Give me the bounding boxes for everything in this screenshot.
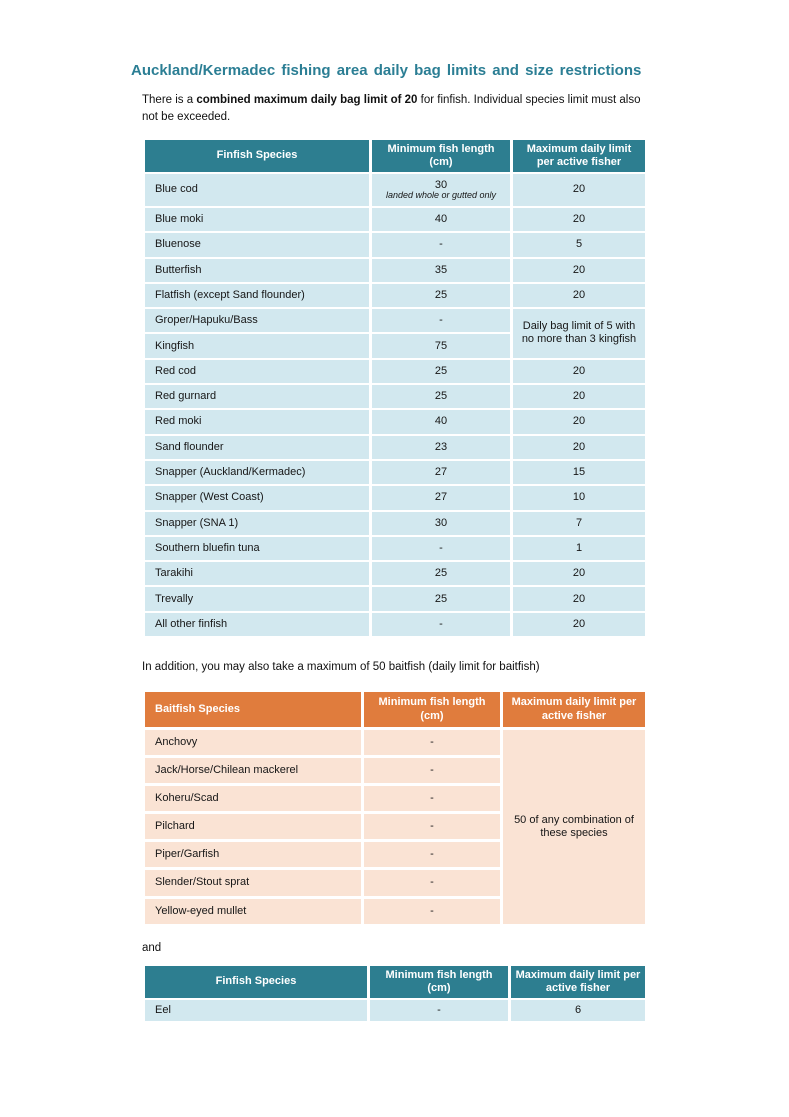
and-text: and: [142, 942, 162, 954]
min-length-cell: 25: [372, 587, 510, 610]
daily-limit-cell: 1: [513, 537, 645, 560]
page-title: Auckland/Kermadec fishing area daily bag limits and size restrictions: [131, 62, 642, 79]
eel-header-max-limit: Maximum daily limit per active fisher: [511, 966, 645, 998]
species-cell: Red gurnard: [145, 385, 369, 408]
daily-limit-cell: 20: [513, 284, 645, 307]
intro-suffix: for finfish. Individual species limit must also not be exceeded.: [142, 94, 641, 124]
min-length-cell: -: [364, 870, 500, 895]
species-cell: Kingfish: [145, 334, 369, 357]
daily-limit-cell: 15: [513, 461, 645, 484]
min-length-note: landed whole or gutted only: [385, 190, 497, 201]
min-length-cell: -: [364, 758, 500, 783]
baitfish-note: In addition, you may also take a maximum of 50 baitfish (daily limit for baitfish): [142, 661, 540, 673]
species-cell: Jack/Horse/Chilean mackerel: [145, 758, 361, 783]
species-cell: Pilchard: [145, 814, 361, 839]
finfish-table: [145, 140, 645, 636]
min-length-cell: 23: [372, 436, 510, 459]
daily-limit-cell: 20: [513, 613, 645, 636]
min-length-cell: -: [372, 613, 510, 636]
species-cell: Bluenose: [145, 233, 369, 256]
species-cell: Koheru/Scad: [145, 786, 361, 811]
species-cell: Red cod: [145, 360, 369, 383]
min-length-cell: 27: [372, 486, 510, 509]
min-length-cell: -: [370, 1000, 508, 1021]
min-length-cell: -: [372, 537, 510, 560]
min-length-cell: 25: [372, 385, 510, 408]
finfish-header-species: Finfish Species: [145, 140, 369, 172]
species-cell: Snapper (Auckland/Kermadec): [145, 461, 369, 484]
species-cell: Trevally: [145, 587, 369, 610]
daily-limit-cell: 6: [511, 1000, 645, 1021]
min-length-cell: 35: [372, 259, 510, 282]
species-cell: Blue moki: [145, 208, 369, 231]
finfish-header-min-length: Minimum fish length (cm): [372, 140, 510, 172]
species-cell: Snapper (SNA 1): [145, 512, 369, 535]
min-length-cell: -: [372, 233, 510, 256]
min-length-cell: 40: [372, 410, 510, 433]
intro-prefix: There is a: [142, 94, 197, 106]
daily-limit-cell: 7: [513, 512, 645, 535]
daily-limit-cell: 20: [513, 587, 645, 610]
eel-header-min-length: Minimum fish length (cm): [370, 966, 508, 998]
min-length-cell: -: [364, 786, 500, 811]
finfish-header-max-limit: Maximum daily limit per active fisher: [513, 140, 645, 172]
species-cell: Butterfish: [145, 259, 369, 282]
species-cell: Red moki: [145, 410, 369, 433]
min-length-cell: -: [372, 309, 510, 332]
baitfish-table: [145, 692, 645, 924]
daily-limit-cell: 20: [513, 410, 645, 433]
species-cell: Groper/Hapuku/Bass: [145, 309, 369, 332]
min-length-value: 30: [434, 178, 448, 191]
merged-daily-limit-cell: 50 of any combination of these species: [503, 730, 645, 924]
baitfish-header-min-length: Minimum fish length (cm): [364, 692, 500, 727]
eel-table: [145, 966, 645, 1021]
daily-limit-cell: 20: [513, 360, 645, 383]
species-cell: Southern bluefin tuna: [145, 537, 369, 560]
min-length-cell: 40: [372, 208, 510, 231]
min-length-cell: -: [364, 899, 500, 924]
intro-bold: combined maximum daily bag limit of 20: [196, 94, 418, 106]
species-cell: Yellow-eyed mullet: [145, 899, 361, 924]
daily-limit-cell: 20: [513, 436, 645, 459]
min-length-cell: 25: [372, 284, 510, 307]
min-length-cell: 25: [372, 360, 510, 383]
baitfish-header-max-limit: Maximum daily limit per active fisher: [503, 692, 645, 727]
species-cell: Anchovy: [145, 730, 361, 755]
min-length-cell: -: [364, 842, 500, 867]
species-cell: Slender/Stout sprat: [145, 870, 361, 895]
species-cell: Snapper (West Coast): [145, 486, 369, 509]
daily-limit-cell: 5: [513, 233, 645, 256]
daily-limit-cell: 20: [513, 259, 645, 282]
daily-limit-cell: 20: [513, 385, 645, 408]
min-length-cell: 27: [372, 461, 510, 484]
species-cell: Blue cod: [145, 174, 369, 206]
baitfish-header-species: Baitfish Species: [145, 692, 361, 727]
species-cell: Eel: [145, 1000, 367, 1021]
daily-limit-cell: 20: [513, 208, 645, 231]
species-cell: Sand flounder: [145, 436, 369, 459]
daily-limit-cell: 10: [513, 486, 645, 509]
daily-limit-cell: 20: [513, 562, 645, 585]
min-length-cell: 75: [372, 334, 510, 357]
species-cell: Flatfish (except Sand flounder): [145, 284, 369, 307]
min-length-cell: -: [364, 814, 500, 839]
species-cell: Piper/Garfish: [145, 842, 361, 867]
min-length-cell: -: [364, 730, 500, 755]
min-length-cell: [372, 174, 510, 206]
eel-header-species: Finfish Species: [145, 966, 367, 998]
merged-daily-limit-cell: Daily bag limit of 5 with no more than 3 kingfish: [513, 309, 645, 358]
min-length-cell: 25: [372, 562, 510, 585]
species-cell: Tarakihi: [145, 562, 369, 585]
species-cell: All other finfish: [145, 613, 369, 636]
intro-text: [142, 92, 647, 127]
min-length-cell: 30: [372, 512, 510, 535]
daily-limit-cell: 20: [513, 174, 645, 206]
